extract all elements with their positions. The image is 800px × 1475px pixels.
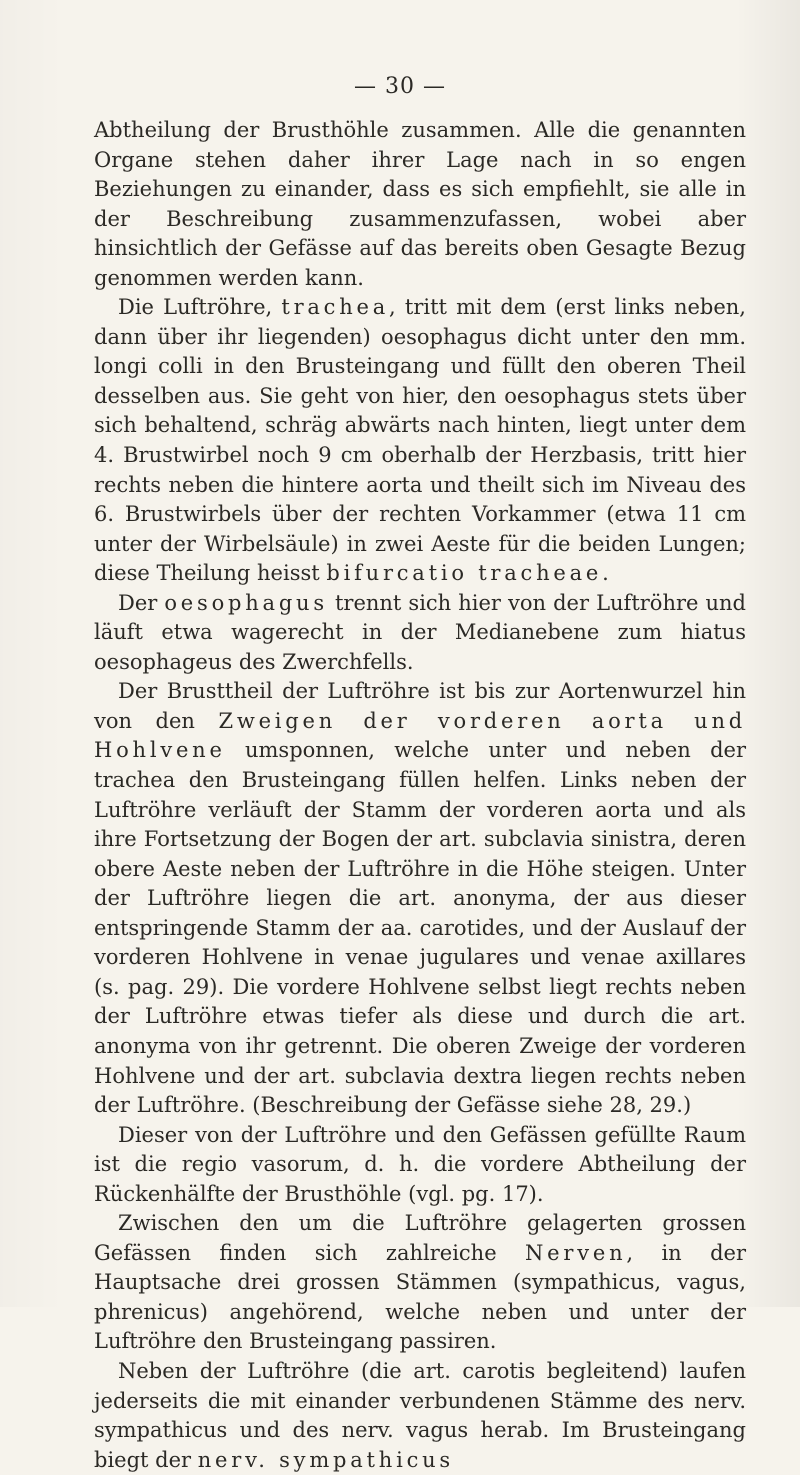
paragraph-1-text: Abtheilung der Brusthöhle zusammen. Alle die genannten Organe stehen daher ihrer Lage nach in so engen Beziehungen zu einander, dass es sich empfiehlt, sie alle in der Beschreibung zusammenzufassen, wobei aber hinsichtlich der Gefässe auf das bereits oben Gesagte Bezug genommen werden kann. — [94, 118, 746, 290]
paragraph-4-before: Der Brusttheil der Luftröhre ist bis zur Aortenwurzel hin von den — [94, 679, 746, 733]
term-bifurcatio: bifurcatio tracheae — [326, 561, 603, 586]
paragraph-3-after: trennt sich hier von der Luftröhre und läuft etwa wagerecht in der Medianebene zum hiatus oesophageus des Zwerchfells. — [94, 590, 746, 674]
paragraph-2-after: , tritt mit dem (erst links neben, dann über ihr liegenden) oesophagus dicht unter den mm. longi colli in den Brusteingang und füllt den oberen Theil desselben aus. Sie geht von hier, den oesophagus stets über sich behaltend, schräg abwärts nach hinten, liegt unter dem 4. Brustwirbel noch 9 cm oberhalb der Herzbasis, tritt hier rechts neben die hintere aorta und theilt sich im Niveau des 6. Brustwirbels über der rechten Vorkammer (etwa 11 cm unter der Wirbelsäule) in zwei Aeste für die beiden Lungen; diese Theilung heisst — [94, 295, 746, 586]
term-oesophagus: oesophagus — [164, 590, 328, 615]
paragraph-5 — [94, 1121, 746, 1210]
paragraph-2-before: Die Luftröhre, — [118, 295, 282, 320]
paragraph-5-text: Dieser von der Luftröhre und den Gefässen gefüllte Raum ist die regio vasorum, d. h. die vordere Abtheilung der Rückenhälfte der Brusthöhle (vgl. pg. 17). — [94, 1122, 746, 1206]
paragraph-2-end: . — [602, 561, 609, 586]
page-header: — 30 — — [354, 74, 446, 99]
paragraph-1 — [94, 116, 746, 293]
paragraph-2 — [94, 293, 746, 588]
paragraph-4-after: umsponnen, welche unter und neben der trachea den Brusteingang füllen helfen. Links neben der Luftröhre verläuft der Stamm der vorderen aorta und als ihre Fortsetzung der Bogen der art. subclavia sinistra, deren obere Aeste neben der Luftröhre in die Höhe steigen. Unter der Luftröhre liegen die art. anonyma, der aus dieser entspringende Stamm der aa. carotides, und der Auslauf der vorderen Hohlvene in venae jugulares und venae axillares (s. pag. 29). Die vordere Hohlvene selbst liegt rechts neben der Luftröhre etwas tiefer als diese und durch die art. anonyma von ihr getrennt. Die oberen Zweige der vorderen Hohlvene und der art. subclavia dextra liegen rechts neben der Luftröhre. (Beschreibung der Gefässe siehe 28, 29.) — [94, 738, 746, 1118]
term-nerven: Nerven — [525, 1240, 627, 1265]
paragraph-6-before: Zwischen den um die Luftröhre gelagerten grossen Gefässen finden sich zahlreiche — [94, 1211, 746, 1265]
paragraph-7-before: Neben der Luftröhre (die art. carotis begleitend) laufen jederseits die mit einander verbundenen Stämme des nerv. sympathicus und des nerv. vagus herab. Im Brusteingang biegt der — [94, 1358, 746, 1472]
term-trachea: trachea — [281, 295, 390, 320]
paragraph-6 — [94, 1209, 746, 1357]
term-sympathicus: nerv. sympathicus — [197, 1447, 454, 1472]
term-zweige: Zweigen der vorderen aorta und Hohlvene — [94, 708, 746, 763]
paragraph-3 — [94, 589, 746, 678]
paragraph-6-after: , in der Hauptsache drei grossen Stämmen (sympathicus, vagus, phrenicus) angehörend, welche neben und unter der Luftröhre den Brusteingang passiren. — [94, 1240, 746, 1354]
page-body — [94, 116, 746, 1475]
paragraph-7 — [94, 1357, 746, 1475]
paragraph-4 — [94, 677, 746, 1120]
paragraph-3-before: Der — [118, 590, 165, 615]
